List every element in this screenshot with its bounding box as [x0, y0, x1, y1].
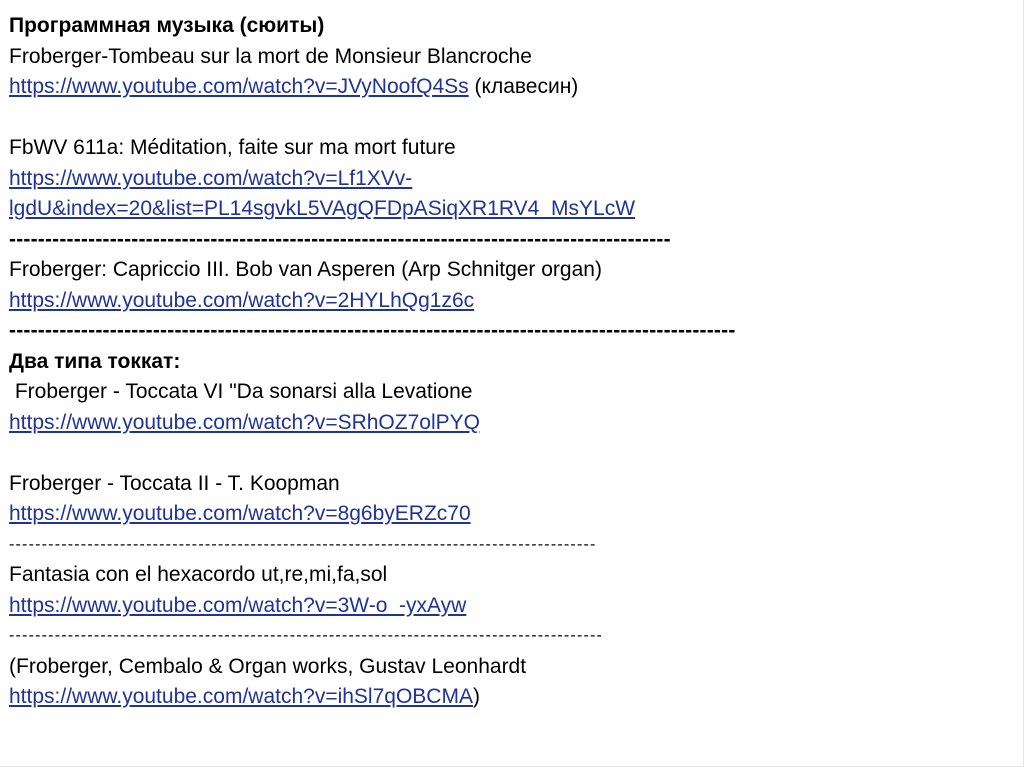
- heading-toccatas: Два типа токкат:: [9, 349, 181, 373]
- capriccio-link[interactable]: https://www.youtube.com/watch?v=2HYLhQg1z6c: [9, 288, 475, 312]
- toccata-2-link[interactable]: https://www.youtube.com/watch?v=8g6byERZc70: [9, 502, 471, 525]
- meditation-link-line-1: [9, 164, 1009, 195]
- blank-line: [9, 103, 1009, 134]
- tombeau-note: (клавесин): [468, 75, 579, 98]
- leonhardt-line: [9, 682, 1009, 713]
- leonhardt-link[interactable]: https://www.youtube.com/watch?v=ihSl7qOBCMA: [9, 685, 473, 708]
- leonhardt-closing-paren: ): [472, 685, 480, 708]
- meditation-title: FbWV 611a: Méditation, faite sur ma mort future: [9, 136, 456, 159]
- toccata-2-title: Froberger - Toccata II - T. Koopman: [9, 471, 340, 495]
- fantasia-link[interactable]: https://www.youtube.com/watch?v=3W-o_-yxAyw: [9, 593, 467, 617]
- toccata-6-title: Froberger - Toccata VI "Da sonarsi alla Levatione: [9, 380, 473, 403]
- capriccio-title: Froberger: Capriccio III. Bob van Asperen (Arp Schnitger organ): [9, 258, 602, 281]
- leonhardt-title: (Froberger, Cembalo & Organ works, Gustav Leonhardt: [9, 654, 527, 678]
- tombeau-title: Froberger-Tombeau sur la mort de Monsieur Blancroche: [9, 44, 532, 68]
- separator-1: --------------------------------------------------------------------------------------------: [9, 227, 671, 251]
- heading-program-music: Программная музыка (сюиты): [9, 14, 325, 37]
- tombeau-link[interactable]: https://www.youtube.com/watch?v=JVyNoofQ4Ss: [9, 75, 469, 98]
- toccata-6-line: [9, 408, 1009, 439]
- meditation-link-part-2[interactable]: lgdU&index=20&list=PL14sgvkL5VAgQFDpASiqXR1RV4_MsYLcW: [9, 197, 636, 220]
- separator-2: -----------------------------------------------------------------------------------------------------: [9, 319, 736, 342]
- meditation-link-line-2: [9, 194, 1009, 225]
- separator-3: ------------------------------------------------------------------------------------------: [9, 535, 597, 553]
- capriccio-line: [9, 286, 1009, 317]
- blank-line: [9, 438, 1009, 469]
- fantasia-title: Fantasia con el hexacordo ut,re,mi,fa,sol: [9, 563, 388, 586]
- meditation-link-part-1[interactable]: https://www.youtube.com/watch?v=Lf1XVv-: [9, 166, 413, 190]
- tombeau-line: [9, 72, 1009, 103]
- separator-4: -------------------------------------------------------------------------------------------: [9, 627, 604, 644]
- slide-text-body: [9, 11, 1009, 713]
- toccata-2-line: [9, 499, 1009, 530]
- toccata-6-link[interactable]: https://www.youtube.com/watch?v=SRhOZ7olPYQ: [9, 410, 480, 434]
- fantasia-line: [9, 591, 1009, 622]
